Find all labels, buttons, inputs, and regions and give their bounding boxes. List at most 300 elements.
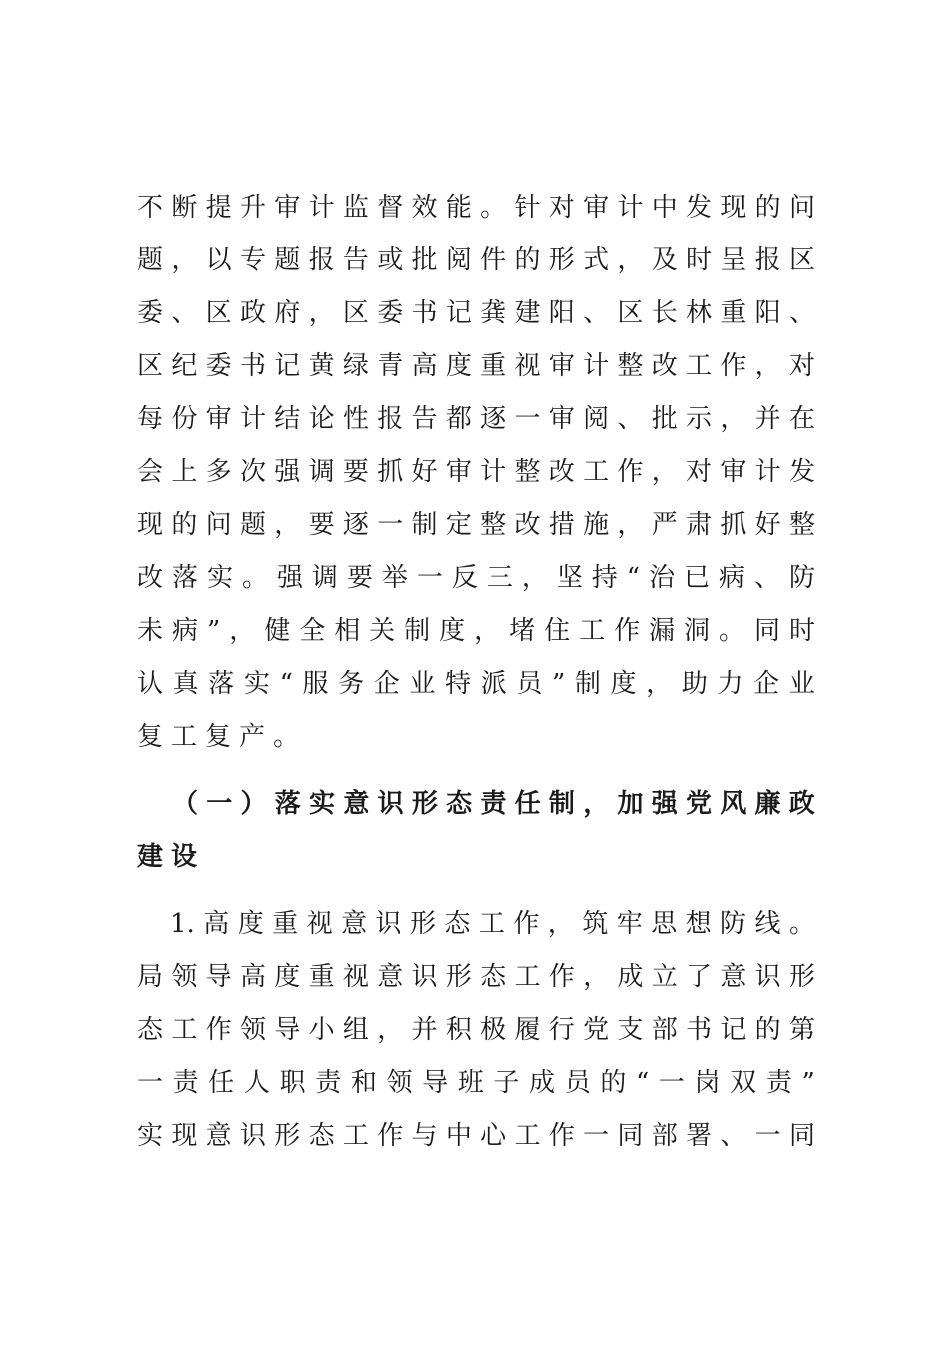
char: 阅 <box>583 404 610 434</box>
char: 高 <box>203 909 230 939</box>
char: 效 <box>411 193 438 223</box>
char: 态 <box>444 909 471 939</box>
char: 形 <box>788 962 815 992</box>
char: 对 <box>548 193 575 223</box>
char: 视 <box>306 909 333 939</box>
char: 重 <box>272 909 299 939</box>
char: 审 <box>720 457 747 487</box>
char: 审 <box>205 404 232 434</box>
char: 记 <box>274 351 301 381</box>
char: 形 <box>445 962 472 992</box>
char: 计 <box>617 193 644 223</box>
char: 审 <box>445 457 472 487</box>
char: 形 <box>409 909 436 939</box>
char: ” <box>801 1068 815 1098</box>
char: 派 <box>480 669 507 699</box>
char: 部 <box>651 1121 678 1151</box>
char: 复 <box>137 722 164 752</box>
char: 责 <box>315 1068 342 1098</box>
char: 施 <box>583 510 610 540</box>
char: 的 <box>754 1015 781 1045</box>
char: 时 <box>686 245 713 275</box>
char: 一 <box>583 1121 610 1151</box>
char: 党 <box>583 1015 610 1045</box>
char: 审 <box>548 351 575 381</box>
char: 都 <box>445 404 472 434</box>
char: 认 <box>137 669 164 699</box>
char: 员 <box>516 669 543 699</box>
char: 实 <box>137 1121 164 1151</box>
char: ， <box>617 245 644 275</box>
char: 服 <box>302 669 329 699</box>
char: 思 <box>651 909 678 939</box>
char: 工 <box>514 1121 541 1151</box>
char: 识 <box>375 909 402 939</box>
char: 视 <box>514 351 541 381</box>
char: 审 <box>274 193 301 223</box>
char: 制 <box>411 510 438 540</box>
char: 严 <box>651 510 678 540</box>
char: ， <box>651 457 678 487</box>
char: 书 <box>411 298 438 328</box>
char: 、 <box>583 298 610 328</box>
char: 好 <box>754 510 781 540</box>
char: 度 <box>610 669 637 699</box>
char: 成 <box>617 962 644 992</box>
char: 告 <box>342 245 369 275</box>
char: 形 <box>411 789 438 819</box>
body-line <box>170 906 815 942</box>
char: 结 <box>274 404 301 434</box>
char: 落 <box>171 563 198 593</box>
char: 想 <box>685 909 712 939</box>
char: 制 <box>404 616 431 646</box>
char: 政 <box>788 789 815 819</box>
char: 部 <box>651 1015 678 1045</box>
char: 重 <box>308 962 335 992</box>
char: 意 <box>341 909 368 939</box>
char: 措 <box>548 510 575 540</box>
char: 岗 <box>694 1068 721 1098</box>
section-heading-line <box>137 839 815 875</box>
char: 作 <box>205 1015 232 1045</box>
char: 逐 <box>480 404 507 434</box>
char: 高 <box>411 351 438 381</box>
char: 一 <box>377 510 404 540</box>
char: 形 <box>548 245 575 275</box>
body-line <box>137 348 815 384</box>
char: 视 <box>342 962 369 992</box>
char: 防 <box>788 563 815 593</box>
char: 记 <box>720 1015 747 1045</box>
char: ， <box>274 510 301 540</box>
body-line <box>137 1118 815 1154</box>
char: 现 <box>137 510 164 540</box>
char: 区 <box>788 245 815 275</box>
char: 了 <box>686 962 713 992</box>
char: 告 <box>411 404 438 434</box>
char: 示 <box>686 404 713 434</box>
body-line <box>137 242 815 278</box>
char: 漏 <box>649 616 676 646</box>
char: 意 <box>377 962 404 992</box>
char: 计 <box>239 404 266 434</box>
char: 形 <box>274 1121 301 1151</box>
char: 或 <box>377 245 404 275</box>
char: 实 <box>206 563 233 593</box>
char: 极 <box>480 1015 507 1045</box>
char: 的 <box>514 245 541 275</box>
char: 防 <box>720 909 747 939</box>
char: 识 <box>754 962 781 992</box>
char: 建 <box>514 298 541 328</box>
char: 加 <box>617 789 644 819</box>
char: 廉 <box>754 789 781 819</box>
char: 批 <box>651 404 678 434</box>
char: 。 <box>273 722 300 752</box>
char: 整 <box>514 457 541 487</box>
char: 全 <box>299 616 326 646</box>
char: 业 <box>409 669 436 699</box>
char: 针 <box>514 193 541 223</box>
char: ， <box>229 616 256 646</box>
char: 三 <box>486 563 513 593</box>
body-line <box>137 1012 815 1048</box>
char: 区 <box>617 298 644 328</box>
char: 。 <box>480 193 507 223</box>
char: 责 <box>172 1068 199 1098</box>
char: ， <box>521 563 548 593</box>
char: 制 <box>574 669 601 699</box>
char: 相 <box>334 616 361 646</box>
char: 区 <box>342 298 369 328</box>
char: 作 <box>548 962 575 992</box>
char: 导 <box>274 1015 301 1045</box>
char: ， <box>583 962 610 992</box>
char: 、 <box>754 563 781 593</box>
char: 同 <box>788 1121 815 1151</box>
char: 态 <box>480 962 507 992</box>
char: 住 <box>544 616 571 646</box>
char: 病 <box>719 563 746 593</box>
char: 并 <box>754 404 781 434</box>
char: 履 <box>514 1015 541 1045</box>
char: 未 <box>137 616 164 646</box>
char: 洞 <box>684 616 711 646</box>
char: 工 <box>342 1121 369 1151</box>
char: 并 <box>411 1015 438 1045</box>
char: 意 <box>343 789 370 819</box>
char: 委 <box>205 351 232 381</box>
char: 性 <box>342 404 369 434</box>
body-line <box>137 1065 815 1101</box>
char: 式 <box>583 245 610 275</box>
char: 、 <box>720 1121 747 1151</box>
char: 监 <box>342 193 369 223</box>
char: ， <box>547 909 574 939</box>
char: 和 <box>350 1068 377 1098</box>
char: ， <box>646 669 673 699</box>
char: 同 <box>617 1121 644 1151</box>
char: 改 <box>651 351 678 381</box>
char: 的 <box>600 1068 627 1098</box>
char: 改 <box>548 457 575 487</box>
char: 识 <box>377 789 404 819</box>
char: 治 <box>649 563 676 593</box>
char: 府 <box>274 298 301 328</box>
char: 作 <box>720 351 747 381</box>
char: ” <box>551 669 566 699</box>
char: 行 <box>548 1015 575 1045</box>
char: 题 <box>137 245 164 275</box>
body-line <box>137 190 815 226</box>
section-heading-line <box>172 786 815 822</box>
char: “ <box>279 669 293 699</box>
char: 会 <box>137 457 164 487</box>
char: 署 <box>686 1121 713 1151</box>
char: 立 <box>651 962 678 992</box>
char: 制 <box>548 789 575 819</box>
char: 与 <box>411 1121 438 1151</box>
char: 度 <box>237 909 264 939</box>
char: 好 <box>411 457 438 487</box>
char: 逐 <box>342 510 369 540</box>
char: 、 <box>171 298 198 328</box>
char: 肃 <box>686 510 713 540</box>
char: 书 <box>239 351 266 381</box>
char: 整 <box>788 510 815 540</box>
char: 报 <box>754 245 781 275</box>
char: 工 <box>514 962 541 992</box>
body-line <box>137 719 815 755</box>
char: 抓 <box>720 510 747 540</box>
char: 1. <box>170 909 195 939</box>
char: 定 <box>445 510 472 540</box>
char: 能 <box>445 193 472 223</box>
char: 度 <box>445 351 472 381</box>
char: 书 <box>686 1015 713 1045</box>
char: 工 <box>686 351 713 381</box>
char: 积 <box>445 1015 472 1045</box>
char: 多 <box>205 457 232 487</box>
char: 要 <box>342 457 369 487</box>
char: 成 <box>529 1068 556 1098</box>
char: 以 <box>205 245 232 275</box>
char: 关 <box>369 616 396 646</box>
char: 调 <box>311 563 338 593</box>
char: 政 <box>239 298 266 328</box>
char: 强 <box>651 789 678 819</box>
char: 。 <box>719 616 746 646</box>
char: 作 <box>513 909 540 939</box>
char: 务 <box>338 669 365 699</box>
char: 态 <box>446 789 473 819</box>
char: 特 <box>445 669 472 699</box>
char: 、 <box>617 404 644 434</box>
char: 态 <box>308 1121 335 1151</box>
char: 改 <box>137 563 164 593</box>
body-line <box>137 401 815 437</box>
char: 小 <box>308 1015 335 1045</box>
char: 时 <box>788 616 815 646</box>
char: 问 <box>205 510 232 540</box>
char: 同 <box>754 616 781 646</box>
char: 局 <box>137 962 164 992</box>
char: 委 <box>377 298 404 328</box>
char: 意 <box>720 962 747 992</box>
char: 要 <box>346 563 373 593</box>
char: 员 <box>564 1068 591 1098</box>
char: 区 <box>137 351 164 381</box>
char: 计 <box>308 193 335 223</box>
char: 真 <box>172 669 199 699</box>
char: 意 <box>205 1121 232 1151</box>
char: 企 <box>753 669 780 699</box>
char: 实 <box>309 789 336 819</box>
char: “ <box>635 1068 650 1098</box>
char: 作 <box>614 616 641 646</box>
char: 反 <box>451 563 478 593</box>
char: 上 <box>171 457 198 487</box>
char: 工 <box>579 616 606 646</box>
char: 工 <box>171 1015 198 1045</box>
char: 落 <box>274 789 301 819</box>
char: ， <box>308 298 335 328</box>
char: 记 <box>445 298 472 328</box>
char: 重 <box>720 298 747 328</box>
char: 发 <box>788 457 815 487</box>
char: 力 <box>717 669 744 699</box>
char: ） <box>240 789 267 819</box>
char: 工 <box>478 909 505 939</box>
char: 企 <box>373 669 400 699</box>
char: ” <box>206 616 221 646</box>
char: 支 <box>617 1015 644 1045</box>
char: 题 <box>274 245 301 275</box>
char: 强 <box>274 457 301 487</box>
char: ， <box>754 351 781 381</box>
char: 识 <box>239 1121 266 1151</box>
char: 每 <box>137 404 164 434</box>
char: 计 <box>583 351 610 381</box>
char: 作 <box>377 1121 404 1151</box>
body-line <box>137 959 815 995</box>
char: ， <box>583 789 610 819</box>
char: 双 <box>730 1068 757 1098</box>
char: 建 <box>137 842 164 872</box>
char: 领 <box>239 1015 266 1045</box>
char: 的 <box>754 193 781 223</box>
char: 不 <box>137 193 164 223</box>
char: 助 <box>681 669 708 699</box>
char: 题 <box>239 510 266 540</box>
char: ， <box>720 404 747 434</box>
char: 现 <box>171 1121 198 1151</box>
char: 一 <box>514 404 541 434</box>
char: ， <box>474 616 501 646</box>
char: 调 <box>308 457 335 487</box>
body-line <box>137 666 815 702</box>
char: 牢 <box>616 909 643 939</box>
char: 强 <box>276 563 303 593</box>
char: 导 <box>205 962 232 992</box>
char: 职 <box>279 1068 306 1098</box>
char: 。 <box>788 909 815 939</box>
char: 落 <box>208 669 235 699</box>
char: 病 <box>171 616 198 646</box>
char: 任 <box>208 1068 235 1098</box>
char: 阳 <box>548 298 575 328</box>
char: 专 <box>239 245 266 275</box>
char: 报 <box>308 245 335 275</box>
char: 重 <box>480 351 507 381</box>
char: 一 <box>206 789 233 819</box>
char: 对 <box>686 457 713 487</box>
char: 计 <box>480 457 507 487</box>
char: 产 <box>239 722 266 752</box>
char: 林 <box>686 298 713 328</box>
char: 绿 <box>342 351 369 381</box>
char: 风 <box>720 789 747 819</box>
char: 班 <box>457 1068 484 1098</box>
char: 中 <box>651 193 678 223</box>
char: 对 <box>788 351 815 381</box>
char: 在 <box>788 404 815 434</box>
char: 发 <box>686 193 713 223</box>
char: 一 <box>658 1068 685 1098</box>
char: 坚 <box>556 563 583 593</box>
char: 业 <box>788 669 815 699</box>
char: 整 <box>617 351 644 381</box>
char: 高 <box>239 962 266 992</box>
char: 、 <box>788 298 815 328</box>
char: 举 <box>381 563 408 593</box>
char: 人 <box>243 1068 270 1098</box>
char: 党 <box>685 789 712 819</box>
char: 态 <box>137 1015 164 1045</box>
char: 委 <box>137 298 164 328</box>
char: 工 <box>171 722 198 752</box>
body-line <box>137 295 815 331</box>
char: 计 <box>754 457 781 487</box>
char: 升 <box>239 193 266 223</box>
char: 实 <box>243 669 270 699</box>
char: 设 <box>171 842 198 872</box>
char: 子 <box>493 1068 520 1098</box>
char: 审 <box>583 193 610 223</box>
char: 现 <box>720 193 747 223</box>
char: 要 <box>308 510 335 540</box>
char: 提 <box>205 193 232 223</box>
char: ， <box>617 510 644 540</box>
char: ， <box>377 1015 404 1045</box>
char: 的 <box>171 510 198 540</box>
char: 份 <box>171 404 198 434</box>
char: 导 <box>422 1068 449 1098</box>
char: 论 <box>308 404 335 434</box>
char: 心 <box>480 1121 507 1151</box>
char: 抓 <box>377 457 404 487</box>
char: 问 <box>788 193 815 223</box>
char: 堵 <box>509 616 536 646</box>
char: 呈 <box>720 245 747 275</box>
char: 中 <box>445 1121 472 1151</box>
char: 健 <box>264 616 291 646</box>
char: 筑 <box>582 909 609 939</box>
char: 作 <box>548 1121 575 1151</box>
char: 次 <box>239 457 266 487</box>
char: “ <box>626 563 641 593</box>
